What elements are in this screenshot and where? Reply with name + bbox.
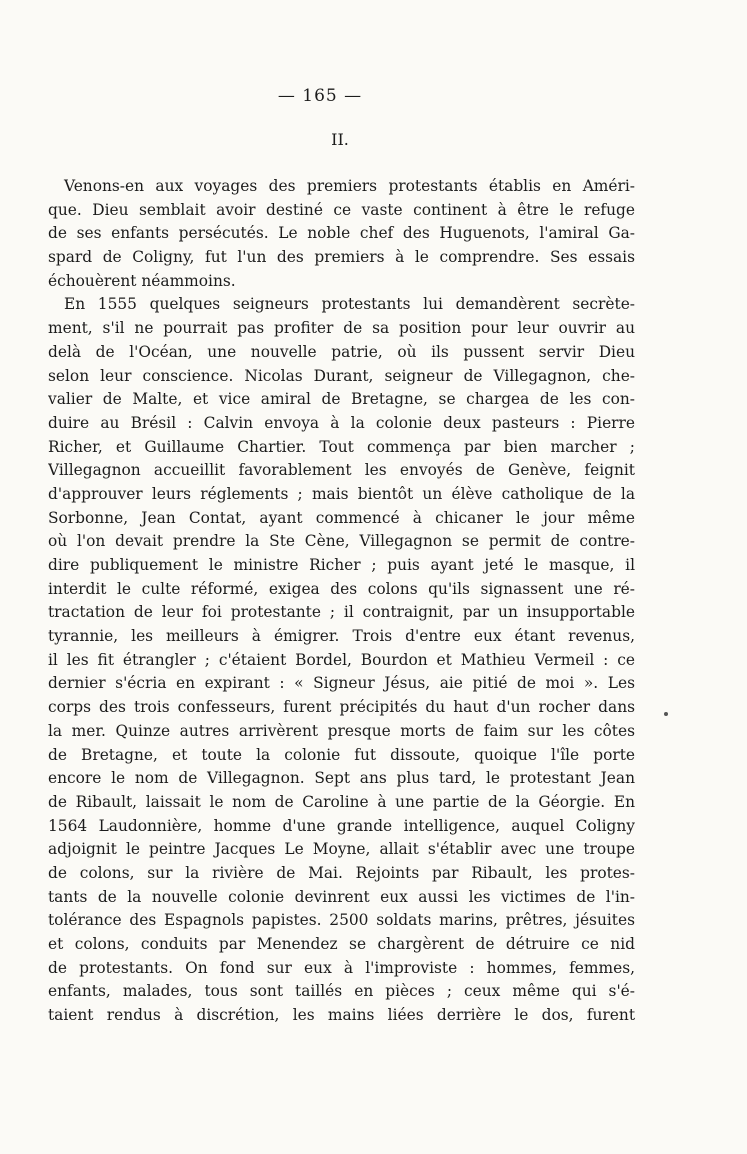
- text-line: delà de l'Océan, une nouvelle patrie, où ils pussent servir Dieu: [48, 342, 635, 361]
- text-line: duire au Brésil : Calvin envoya à la colonie deux pasteurs : Pierre: [48, 413, 635, 432]
- text-line: et colons, conduits par Menendez se chargèrent de détruire ce nid: [48, 935, 635, 953]
- text-line: de Bretagne, et toute la colonie fut dissoute, quoique l'île porte: [48, 745, 635, 764]
- text-line: que. Dieu semblait avoir destiné ce vaste continent à être le refuge: [48, 200, 635, 219]
- text-line: il les fit étrangler ; c'étaient Bordel, Bourdon et Mathieu Vermeil : ce: [48, 650, 635, 669]
- text-line: Sorbonne, Jean Contat, ayant commencé à chicaner le jour même: [48, 508, 635, 527]
- text-line: enfants, malades, tous sont taillés en pièces ; ceux même qui s'é-: [48, 982, 635, 1001]
- text-line: où l'on devait prendre la Ste Cène, Villegagnon se permit de contre-: [48, 532, 635, 551]
- ink-speck: [664, 712, 668, 716]
- text-line: spard de Coligny, fut l'un des premiers à le comprendre. Ses essais: [48, 248, 635, 267]
- text-line: de ses enfants persécutés. Le noble chef des Huguenots, l'amiral Ga-: [48, 224, 635, 243]
- text-line: d'approuver leurs réglements ; mais bientôt un élève catholique de la: [48, 484, 635, 503]
- text-line: encore le nom de Villegagnon. Sept ans plus tard, le protestant Jean: [48, 769, 635, 788]
- text-line: de Ribault, laissait le nom de Caroline à une partie de la Géorgie. En: [48, 792, 635, 811]
- text-line: tants de la nouvelle colonie devinrent eux aussi les victimes de l'in-: [48, 887, 635, 906]
- text-line: selon leur conscience. Nicolas Durant, seigneur de Villegagnon, che-: [48, 366, 635, 385]
- text-line: Richer, et Guillaume Chartier. Tout commença par bien marcher ;: [48, 437, 635, 456]
- text-line: ment, s'il ne pourrait pas profiter de sa position pour leur ouvrir au: [48, 319, 635, 338]
- text-line: échouèrent néammoins.: [48, 271, 236, 290]
- text-line: dernier s'écria en expirant : « Signeur Jésus, aie pitié de moi ». Les: [48, 674, 635, 693]
- text-line: 1564 Laudonnière, homme d'une grande intelligence, auquel Coligny: [48, 816, 635, 835]
- page-number: — 165 —: [277, 86, 363, 106]
- text-line: valier de Malte, et vice amiral de Bretagne, se chargea de les con-: [48, 390, 635, 409]
- text-line: de colons, sur la rivière de Mai. Rejoints par Ribault, les protes-: [48, 863, 635, 882]
- text-line: Venons-en aux voyages des premiers protestants établis en Améri-: [64, 177, 635, 195]
- text-line: interdit le culte réformé, exigea des colons qu'ils signassent une ré-: [48, 579, 635, 598]
- text-line: tyrannie, les meilleurs à émigrer. Trois d'entre eux étant revenus,: [48, 627, 635, 646]
- paragraph-2: [48, 293, 635, 1027]
- text-line: corps des trois confesseurs, furent précipités du haut d'un rocher dans: [48, 698, 635, 717]
- text-line: En 1555 quelques seigneurs protestants lui demandèrent secrète-: [64, 295, 635, 314]
- text-line: taient rendus à discrétion, les mains liées derrière le dos, furent: [48, 1006, 635, 1025]
- text-line: de protestants. On fond sur eux à l'improviste : hommes, femmes,: [48, 958, 635, 977]
- text-line: tractation de leur foi protestante ; il contraignit, par un insupportable: [48, 603, 635, 622]
- paragraph-1: [48, 175, 635, 293]
- section-heading: II.: [331, 130, 349, 149]
- text-line: Villegagnon accueillit favorablement les envoyés de Genève, feignit: [48, 461, 635, 480]
- text-line: la mer. Quinze autres arrivèrent presque morts de faim sur les côtes: [48, 721, 635, 740]
- text-line: tolérance des Espagnols papistes. 2500 soldats marins, prêtres, jésuites: [48, 911, 635, 930]
- text-line: adjoignit le peintre Jacques Le Moyne, allait s'établir avec une troupe: [48, 840, 635, 859]
- text-line: dire publiquement le ministre Richer ; puis ayant jeté le masque, il: [48, 556, 635, 574]
- body-text: [48, 175, 635, 1028]
